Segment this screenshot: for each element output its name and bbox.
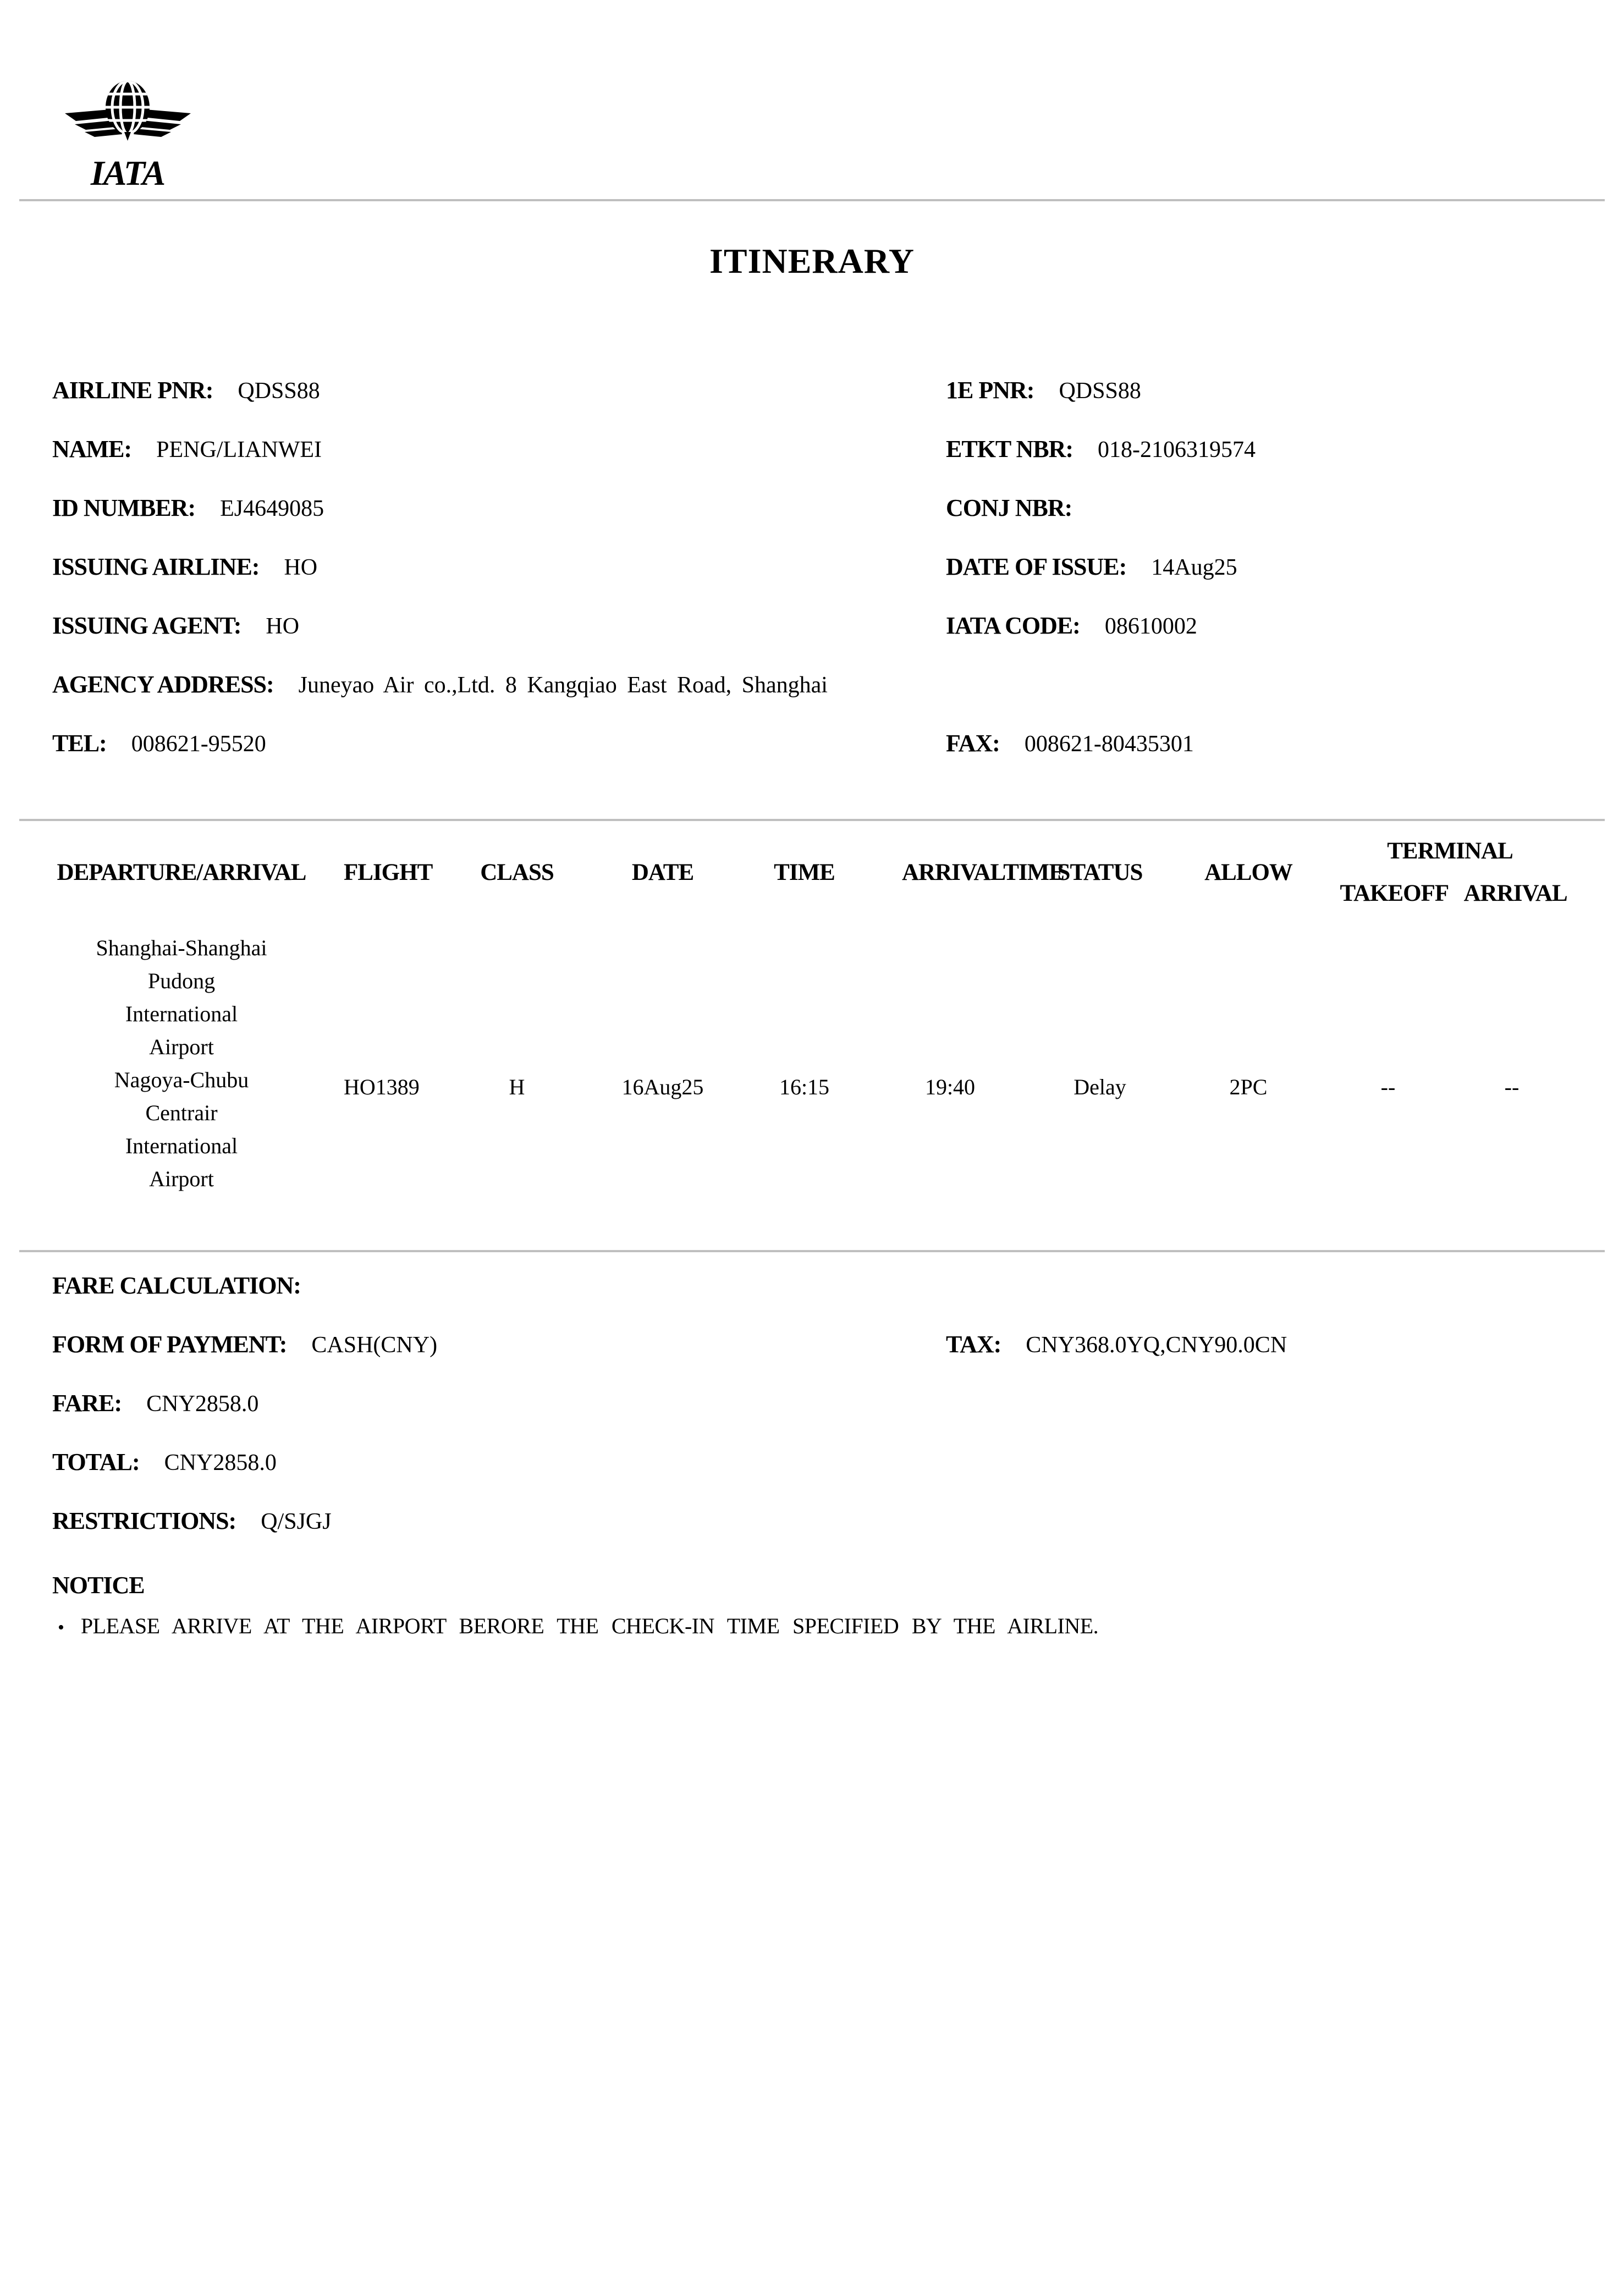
field-value: CNY2858.0 [146,1391,259,1417]
field-label: FAX: [946,730,1000,757]
airport-line: International [125,1001,238,1026]
cell-allow: 2PC [1229,1074,1268,1099]
col-departure-arrival: DEPARTURE/ARRIVAL [57,859,306,885]
field-value: HO [284,555,318,580]
field-value: Juneyao Air co.,Ltd. 8 Kangqiao East Road, Shanghai [298,673,828,698]
iata-logo-icon [60,77,195,192]
field-restrictions [52,1507,946,1535]
field-issuing-airline [52,553,946,581]
airport-line: Pudong [147,968,216,993]
field-label: TOTAL: [52,1449,140,1475]
col-date: DATE [631,859,694,885]
field-value: 008621-80435301 [1024,731,1194,757]
field-label: ISSUING AIRLINE: [52,553,260,580]
iata-globe-wings-icon [60,77,195,192]
field-label: FARE: [52,1390,122,1417]
field-fare [52,1389,946,1417]
col-flight: FLIGHT [344,859,433,885]
field-1e-pnr [946,376,1605,404]
cell-status: Delay [1074,1074,1126,1099]
col-status: STATUS [1057,859,1143,885]
field-label: ETKT NBR: [946,436,1074,462]
col-allow: ALLOW [1204,859,1292,885]
field-label: AGENCY ADDRESS: [52,671,274,698]
page-title: ITINERARY [709,241,915,280]
iata-logo-text: IATA [90,153,165,192]
airport-line: International [125,1133,238,1158]
field-fare-calculation [52,1271,946,1300]
terminal-takeoff-label: TAKEOFF [1340,880,1449,906]
field-label: ISSUING AGENT: [52,612,241,639]
col-class: CLASS [480,859,554,885]
field-etkt-nbr [946,435,1605,463]
field-id-number [52,494,946,522]
notice-section [52,1565,1605,1648]
bullet-icon: • [58,1617,64,1638]
cell-arrivaltime: 19:40 [924,1074,976,1099]
field-value: CNY2858.0 [164,1450,277,1475]
header-divider [19,199,1605,201]
field-form-of-payment [52,1330,946,1358]
notice-text: PLEASE ARRIVE AT THE AIRPORT BERORE THE CHECK-IN TIME SPECIFIED BY THE AIRLINE. [80,1614,1099,1638]
field-label: TEL: [52,730,107,757]
notice-item [52,1606,1605,1648]
field-date-of-issue [946,553,1605,581]
field-value: 08610002 [1104,614,1197,639]
field-label: IATA CODE: [946,612,1080,639]
terminal-arrival-label: ARRIVAL [1463,880,1567,906]
terminal-line1: TERMINAL [1387,838,1513,864]
cell-flight: HO1389 [344,1074,420,1099]
field-label: FORM OF PAYMENT: [52,1331,287,1358]
field-label: TAX: [946,1331,1001,1358]
cell-terminal [1295,1074,1605,1100]
field-label: FARE CALCULATION: [52,1272,301,1299]
col-terminal [1295,838,1605,907]
fare-section [52,1256,1605,1550]
field-label: AIRLINE PNR: [52,377,213,404]
field-value: 008621-95520 [131,731,266,757]
airport-line: Nagoya-Chubu [114,1067,249,1092]
field-label: 1E PNR: [946,377,1034,404]
field-label: RESTRICTIONS: [52,1507,236,1534]
field-issuing-agent [52,612,946,640]
airport-line: Centrair [145,1100,218,1125]
field-value: QDSS88 [238,378,320,404]
field-label: CONJ NBR: [946,494,1072,521]
field-value: Q/SJGJ [261,1509,332,1534]
field-value: QDSS88 [1059,378,1141,404]
airport-line: Airport [149,1166,214,1191]
field-fax [946,729,1605,757]
cell-time: 16:15 [779,1074,830,1099]
notice-heading: NOTICE [52,1572,145,1599]
field-value: PENG/LIANWEI [156,437,322,462]
field-tel [52,729,946,757]
field-value: HO [266,614,300,639]
field-name [52,435,946,463]
flight-table [19,819,1605,1252]
airport-line: Airport [149,1034,214,1059]
terminal-line2 [1340,880,1567,907]
airport-line: Shanghai-Shanghai [96,935,267,960]
field-tax [946,1330,1605,1358]
field-agency-address [52,670,946,698]
field-value: 14Aug25 [1151,555,1237,580]
field-label: DATE OF ISSUE: [946,553,1127,580]
field-label: ID NUMBER: [52,494,196,521]
ticket-fields [52,361,1605,773]
flight-table-row [19,923,1605,1250]
field-value: CASH(CNY) [311,1333,438,1358]
cell-date: 16Aug25 [621,1074,704,1099]
col-arrivaltime: ARRIVALTIME [902,859,1064,885]
cell-class: H [509,1074,525,1099]
cell-departure-arrival [19,923,344,1196]
field-airline-pnr [52,376,946,404]
flight-table-header [19,821,1605,923]
field-value: CNY368.0YQ,CNY90.0CN [1026,1333,1287,1358]
cell-terminal-takeoff: -- [1380,1074,1396,1099]
field-label: NAME: [52,436,132,462]
field-iata-code [946,612,1605,640]
field-conj-nbr [946,494,1605,522]
field-value: 018-2106319574 [1098,437,1256,462]
col-time: TIME [774,859,835,885]
field-value: EJ4649085 [220,496,324,521]
cell-terminal-arrival: -- [1504,1074,1520,1099]
field-total [52,1448,946,1476]
